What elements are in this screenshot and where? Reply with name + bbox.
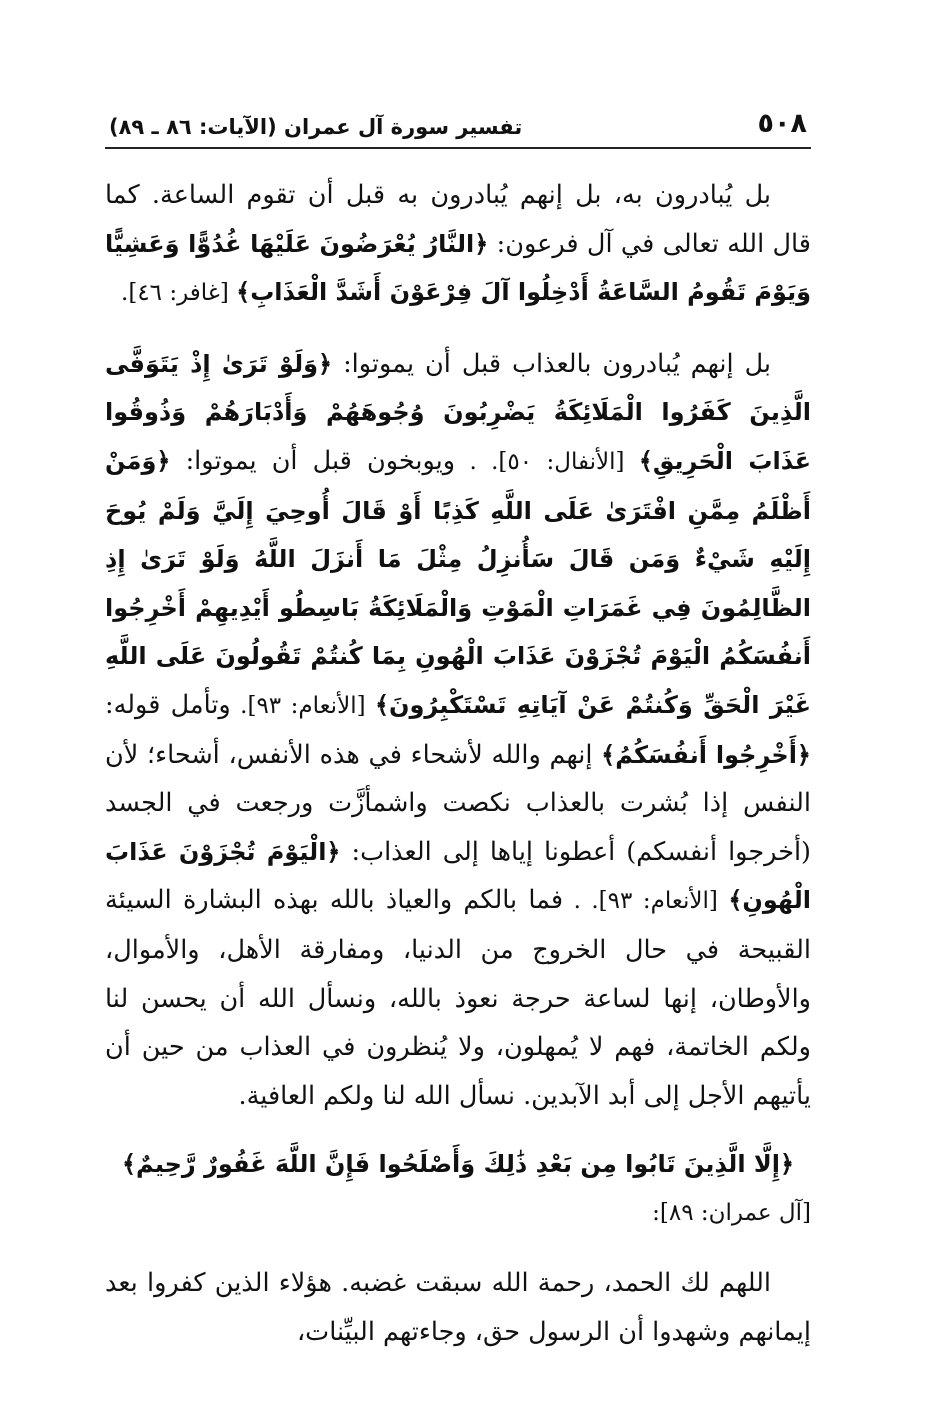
paragraph-text: بل يُبادرون به، بل إنهم يُبادرون به قبل أن تقوم الساعة. كما قال الله تعالى في آل فرعون: xyxy=(105,180,811,259)
page-header xyxy=(105,108,811,149)
verse-heading xyxy=(105,1140,811,1237)
verse-heading-reference: [آل عمران: ٨٩]: xyxy=(652,1199,811,1226)
paragraph-2 xyxy=(105,340,811,1121)
verse-reference: [الأنعام: ٩٣]. xyxy=(230,692,375,719)
paragraph-text: وتأمل قوله: xyxy=(105,689,231,720)
paragraph-3 xyxy=(105,1259,811,1356)
page-content xyxy=(105,149,811,1357)
verse-heading-text xyxy=(105,1140,811,1189)
paragraph-text: اللهم لك الحمد، رحمة الله سبقت غضبه. هؤلاء الذين كفروا بعد إيمانهم وشهدوا أن الرسول حق، وجاءتهم البيِّنات، xyxy=(105,1268,811,1348)
running-title: تفسير سورة آل عمران (الآيات: ٨٦ ـ ٨٩) xyxy=(109,115,523,139)
paragraph-text: إنهم والله لأشحاء في هذه الأنفس، أشحاء؛ لأن النفس إذا بُشرت بالعذاب نكصت واشمأزَّت ورجعت في الجسد (أخرجوا أنفسكم) أعطونا إياها إلى العذاب: xyxy=(105,739,811,867)
paragraph-text: فما بالكم والعياذ بالله بهذه البشارة السيئة القبيحة في حال الخروج من الدنيا، ومفارقة الأهل، والأموال، والأوطان، إنها لساعة حرجة نعوذ بالله، ونسأل الله أن يحسن لنا ولكم الخاتمة، فهم لا يُمهلون، ولا يُنظرون في العذاب من حين أن يأتيهم الأجل إلى أبد الآبدين. نسأل الله لنا ولكم العافية. xyxy=(105,885,811,1111)
quran-verse: ﴿أَخْرِجُوا أَنفُسَكُمُ﴾ xyxy=(601,740,811,769)
verse-reference: [الأنفال: ٥٠]. . xyxy=(455,448,639,475)
paragraph-text: ويوبخون قبل أن يموتوا: xyxy=(170,445,456,476)
quran-verse: ﴿الْيَوْمَ تُجْزَوْنَ عَذَابَ الْهُونِ﴾ xyxy=(105,837,811,915)
paragraph-1 xyxy=(105,171,811,318)
quran-verse: ﴿إِلَّا الَّذِينَ تَابُوا مِن بَعْدِ ذَٰلِكَ وَأَصْلَحُوا فَإِنَّ اللَّهَ غَفُورٌ رَّحِيمٌ﴾ xyxy=(121,1150,795,1179)
quran-verse: ﴿وَلَوْ تَرَىٰ إِذْ يَتَوَفَّى الَّذِينَ كَفَرُوا الْمَلَائِكَةُ يَضْرِبُونَ وُجُوهَهُمْ وَأَدْبَارَهُمْ وَذُوقُوا عَذَابَ الْحَرِيقِ﴾ xyxy=(105,349,812,475)
page-number: ٥٠٨ xyxy=(757,108,807,139)
verse-reference: [غافر: ٤٦]. xyxy=(121,280,237,307)
verse-reference: [الأنعام: ٩٣]. . xyxy=(563,888,729,915)
paragraph-text: بل إنهم يُبادرون بالعذاب قبل أن يموتوا: xyxy=(332,348,771,379)
quran-verse: ﴿وَمَنْ أَظْلَمُ مِمَّنِ افْتَرَىٰ عَلَى اللَّهِ كَذِبًا أَوْ قَالَ أُوحِيَ إِلَيَّ وَلَمْ يُوحَ إِلَيْهِ شَيْءٌ وَمَن قَالَ سَأُنزِلُ مِثْلَ مَا أَنزَلَ اللَّهُ وَلَوْ تَرَىٰ إِذِ الظَّالِمُونَ فِي غَمَرَاتِ الْمَوْتِ وَالْمَلَائِكَةُ بَاسِطُو أَيْدِيهِمْ أَخْرِجُوا أَنفُسَكُمُ الْيَوْمَ تُجْزَوْنَ عَذَابَ الْهُونِ بِمَا كُنتُمْ تَقُولُونَ عَلَى اللَّهِ غَيْرَ الْحَقِّ وَكُنتُمْ عَنْ آيَاتِهِ تَسْتَكْبِرُونَ﴾ xyxy=(105,446,811,719)
quran-verse: ﴿النَّارُ يُعْرَضُونَ عَلَيْهَا غُدُوًّا وَعَشِيًّا وَيَوْمَ تَقُومُ السَّاعَةُ أَدْخِلُوا آلَ فِرْعَوْنَ أَشَدَّ الْعَذَابِ﴾ xyxy=(105,229,811,307)
